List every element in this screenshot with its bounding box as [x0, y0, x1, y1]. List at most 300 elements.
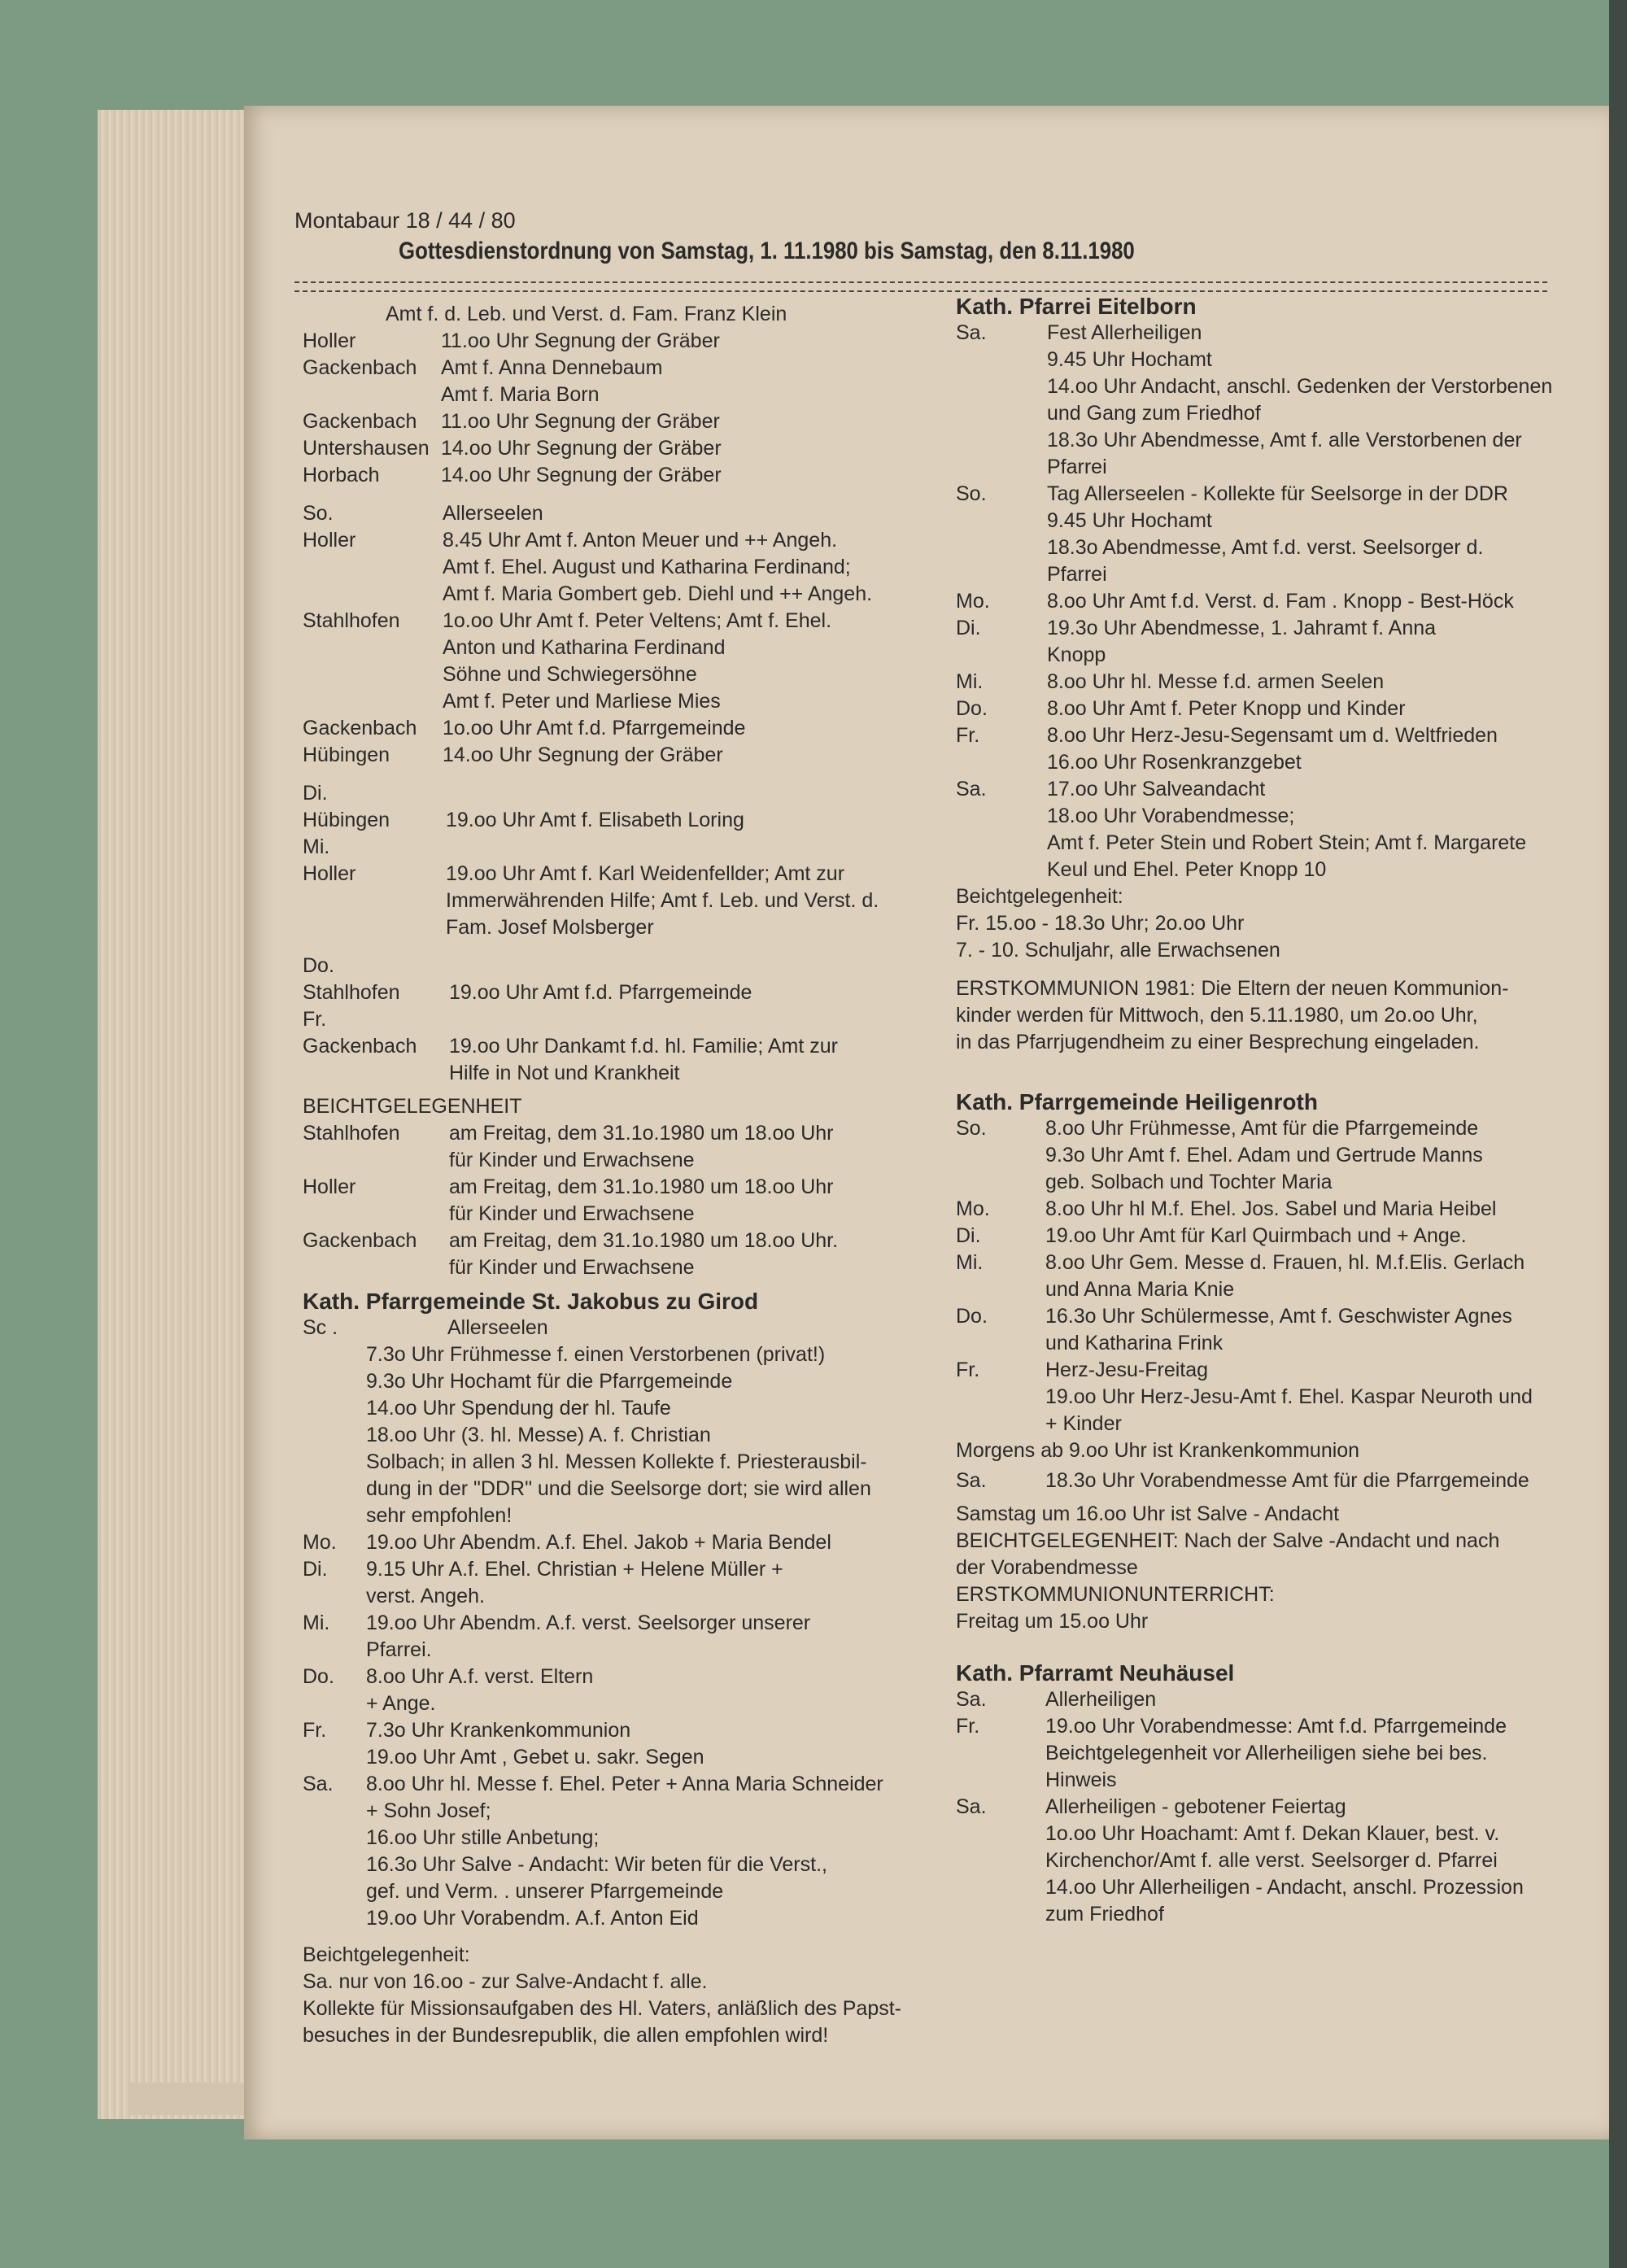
- entry-text: 11.oo Uhr Segnung der Gräber: [441, 329, 720, 352]
- di-mi-section: [303, 780, 945, 941]
- entry-text: 17.oo Uhr Salveandacht: [1047, 778, 1266, 800]
- entry-text: Hilfe in Not und Krankheit: [449, 1062, 680, 1084]
- schedule-row: [303, 1878, 945, 1905]
- day-label: Fr.: [303, 1008, 327, 1031]
- entry-text: gef. und Verm. . unserer Pfarrgemeinde: [366, 1880, 724, 1903]
- day-label: [303, 1744, 366, 1771]
- day-label: Di.: [956, 1224, 981, 1247]
- day-label: Fr.: [303, 1719, 327, 1742]
- entry-text: Amt f. Anna Dennebaum: [441, 356, 663, 379]
- day-label: [303, 888, 446, 914]
- heiligenroth-section: [956, 1115, 1599, 1437]
- schedule-row: [303, 1637, 945, 1664]
- eitelborn-footer: [956, 883, 1599, 964]
- schedule-row: [303, 581, 945, 608]
- day-label: [303, 1060, 449, 1087]
- text-line: Beichtgelegenheit:: [956, 885, 1123, 908]
- day-label: [303, 1905, 366, 1932]
- entry-text: 9.45 Uhr Hochamt: [1047, 348, 1212, 371]
- schedule-row: [303, 914, 945, 941]
- heiligenroth-footer: [956, 1501, 1599, 1635]
- schedule-row: [303, 742, 945, 769]
- book-page-edges: [98, 110, 262, 2119]
- entry-text: 11.oo Uhr Segnung der Gräber: [441, 410, 720, 433]
- schedule-row: [956, 508, 1599, 534]
- heiligenroth-heading: Kath. Pfarrgemeinde Heiligenroth: [956, 1089, 1318, 1114]
- entry-text: 1o.oo Uhr Hoachamt: Amt f. Dekan Klauer, best. v.: [1045, 1822, 1500, 1845]
- entry-text: 8.oo Uhr Herz-Jesu-Segensamt um d. Weltfrieden: [1047, 724, 1498, 747]
- text-line: 7. - 10. Schuljahr, alle Erwachsenen: [956, 939, 1280, 962]
- day-label: Di.: [956, 617, 981, 639]
- day-label: Mi.: [956, 670, 984, 693]
- entry-text: 9.15 Uhr A.f. Ehel. Christian + Helene Müller +: [366, 1558, 783, 1581]
- page-title: Gottesdienstordnung von Samstag, 1. 11.1980 bis Samstag, den 8.11.1980: [399, 238, 1135, 264]
- day-label: [956, 642, 1047, 669]
- entry-text: + Kinder: [1045, 1412, 1122, 1435]
- entry-text: 19.oo Uhr Abendm. A.f. Ehel. Jakob + Maria Bendel: [366, 1531, 831, 1554]
- day-label: [303, 1395, 366, 1422]
- schedule-row: [956, 857, 1599, 883]
- schedule-row: [956, 347, 1599, 373]
- entry-text: Amt f. Peter Stein und Robert Stein; Amt f. Margarete: [1047, 831, 1527, 854]
- entry-text: am Freitag, dem 31.1o.1980 um 18.oo Uhr: [449, 1175, 834, 1198]
- entry-text: Amt f. Peter und Marliese Mies: [443, 690, 721, 713]
- holler-section: [303, 328, 945, 489]
- schedule-row: [303, 1006, 945, 1033]
- day-label: Fr.: [956, 1359, 980, 1381]
- day-label: [956, 534, 1047, 561]
- entry-text: 14.oo Uhr Spendung der hl. Taufe: [366, 1397, 671, 1420]
- entry-text: 19.3o Uhr Abendmesse, 1. Jahramt f. Anna: [1047, 617, 1437, 639]
- text-line: Sa. nur von 16.oo - zur Salve-Andacht f. alle.: [303, 1970, 708, 1993]
- day-label: [303, 1878, 366, 1905]
- day-label: [303, 635, 443, 661]
- schedule-row: [303, 861, 945, 888]
- day-label: Gackenbach: [303, 1229, 417, 1252]
- entry-text: 8.oo Uhr hl. Messe f.d. armen Seelen: [1047, 670, 1385, 693]
- schedule-row: [303, 1449, 945, 1476]
- schedule-row: [303, 688, 945, 715]
- day-label: Gackenbach: [303, 1035, 417, 1058]
- entry-text: 19.oo Uhr Abendm. A.f. verst. Seelsorger unserer: [366, 1612, 811, 1634]
- schedule-row: [956, 1847, 1599, 1874]
- schedule-row: [956, 1250, 1599, 1276]
- entry-text: [446, 834, 945, 861]
- day-label: Stahlhofen: [303, 609, 400, 632]
- day-label: Do.: [956, 1305, 988, 1328]
- entry-text: Beichtgelegenheit vor Allerheiligen siehe bei bes.: [1045, 1742, 1488, 1764]
- schedule-row: [303, 1033, 945, 1060]
- schedule-row: [956, 1794, 1599, 1821]
- day-label: [303, 1690, 366, 1717]
- schedule-row: [303, 355, 945, 382]
- day-label: [956, 561, 1047, 588]
- schedule-row: [303, 1771, 945, 1798]
- day-label: [303, 661, 443, 688]
- girod-footer: [303, 1942, 945, 2049]
- text-line: besuches in der Bundesrepublik, die allen empfohlen wird!: [303, 2024, 829, 2047]
- day-label: Holler: [303, 862, 356, 885]
- schedule-row: [303, 554, 945, 581]
- day-label: [303, 1368, 366, 1395]
- schedule-row: [303, 1556, 945, 1583]
- day-label: [303, 1201, 449, 1228]
- schedule-row: [956, 722, 1599, 749]
- entry-text: Keul und Ehel. Peter Knopp 10: [1047, 858, 1327, 881]
- entry-text: Immerwährenden Hilfe; Amt f. Leb. und Verst. d.: [446, 889, 879, 912]
- entry-text: 19.oo Uhr Amt für Karl Quirmbach und + Ange.: [1045, 1224, 1467, 1247]
- schedule-row: [303, 1664, 945, 1690]
- entry-text: 8.oo Uhr Amt f. Peter Knopp und Kinder: [1047, 697, 1406, 720]
- eitelborn-heading: Kath. Pfarrei Eitelborn: [956, 294, 1197, 319]
- schedule-row: [303, 1529, 945, 1556]
- schedule-row: [956, 1411, 1599, 1437]
- entry-text: 19.oo Uhr Amt f.d. Pfarrgemeinde: [449, 981, 752, 1004]
- day-label: Sc .: [303, 1316, 338, 1339]
- heiligenroth-sa-row: [956, 1468, 1599, 1494]
- schedule-row: [303, 1120, 945, 1147]
- right-column: [956, 293, 1599, 1928]
- schedule-row: [956, 481, 1599, 508]
- text-line: ERSTKOMMUNION 1981: Die Eltern der neuen Kommunion-: [956, 977, 1509, 1000]
- schedule-row: [956, 373, 1599, 400]
- text-line: der Vorabendmesse: [956, 1556, 1138, 1579]
- schedule-row: [956, 561, 1599, 588]
- entry-text: 18.oo Uhr (3. hl. Messe) A. f. Christian: [366, 1424, 711, 1446]
- day-label: Mo.: [956, 590, 990, 613]
- entry-text: 16.oo Uhr Rosenkranzgebet: [1047, 751, 1302, 774]
- schedule-row: [956, 1330, 1599, 1357]
- schedule-row: [956, 1169, 1599, 1196]
- entry-text: und Katharina Frink: [1045, 1332, 1224, 1354]
- text-line: ERSTKOMMUNIONUNTERRICHT:: [956, 1583, 1275, 1606]
- entry-text: Amt f. Maria Gombert geb. Diehl und ++ Angeh.: [443, 582, 873, 605]
- schedule-row: [303, 1254, 945, 1281]
- schedule-row: [956, 1901, 1599, 1928]
- day-label: [956, 1169, 1045, 1196]
- schedule-row: [303, 807, 945, 834]
- day-label: [303, 914, 446, 941]
- entry-text: [449, 953, 945, 979]
- entry-text: Kirchenchor/Amt f. alle verst. Seelsorger d. Pfarrei: [1045, 1849, 1498, 1872]
- schedule-row: [303, 953, 945, 979]
- day-label: [303, 688, 443, 715]
- eitelborn-section: [956, 320, 1599, 883]
- schedule-row: [956, 320, 1599, 347]
- entry-text: für Kinder und Erwachsene: [449, 1202, 695, 1225]
- day-label: [956, 749, 1047, 776]
- day-label: Di.: [303, 1558, 328, 1581]
- entry-text: Knopp: [1047, 643, 1106, 666]
- do-fr-section: [303, 953, 945, 1087]
- day-label: [956, 347, 1047, 373]
- schedule-row: [956, 1740, 1599, 1767]
- schedule-row: [303, 834, 945, 861]
- day-label: Sa.: [303, 1773, 334, 1795]
- entry-text: 7.3o Uhr Krankenkommunion: [366, 1719, 631, 1742]
- entry-text: Pfarrei: [1047, 563, 1107, 586]
- day-label: [303, 1825, 366, 1851]
- entry-text: 7.3o Uhr Frühmesse f. einen Verstorbenen (privat!): [366, 1343, 826, 1366]
- entry-text: Herz-Jesu-Freitag: [1045, 1359, 1209, 1381]
- schedule-row: [956, 1821, 1599, 1847]
- schedule-row: [303, 661, 945, 688]
- entry-text: verst. Angeh.: [366, 1585, 485, 1607]
- schedule-row: [303, 1147, 945, 1174]
- day-label: Sa.: [956, 778, 987, 800]
- entry-text: Söhne und Schwiegersöhne: [443, 663, 697, 686]
- day-label: Sa.: [956, 1688, 987, 1711]
- morgens-line: Morgens ab 9.oo Uhr ist Krankenkommunion: [956, 1439, 1360, 1462]
- schedule-row: [956, 1384, 1599, 1411]
- text-line: BEICHTGELEGENHEIT: Nach der Salve -Andacht und nach: [956, 1529, 1500, 1552]
- schedule-row: [303, 1174, 945, 1201]
- day-label: [303, 1422, 366, 1449]
- schedule-row: [303, 1905, 945, 1932]
- schedule-row: [303, 1717, 945, 1744]
- schedule-row: [303, 1583, 945, 1610]
- schedule-row: [956, 1223, 1599, 1250]
- day-label: Stahlhofen: [303, 1122, 400, 1145]
- day-label: [956, 1384, 1045, 1411]
- entry-text: 18.3o Abendmesse, Amt f.d. verst. Seelsorger d.: [1047, 536, 1484, 559]
- entry-text: Tag Allerseelen - Kollekte für Seelsorge in der DDR: [1047, 482, 1508, 505]
- schedule-row: [956, 749, 1599, 776]
- day-label: So.: [956, 1117, 987, 1140]
- day-label: [956, 1874, 1045, 1901]
- day-label: Sa.: [956, 321, 987, 344]
- schedule-row: [956, 534, 1599, 561]
- day-label: [956, 427, 1047, 454]
- day-label: Hübingen: [303, 744, 390, 766]
- neuhaeusel-section: [956, 1686, 1599, 1928]
- schedule-row: [956, 803, 1599, 830]
- schedule-row: [303, 979, 945, 1006]
- schedule-row: [303, 635, 945, 661]
- entry-text: 19.oo Uhr Amt , Gebet u. sakr. Segen: [366, 1746, 704, 1769]
- entry-text: 8.oo Uhr hl M.f. Ehel. Jos. Sabel und Maria Heibel: [1045, 1197, 1497, 1220]
- day-label: Fr.: [956, 1715, 980, 1738]
- schedule-row: [956, 588, 1599, 615]
- allerseelen-section: [303, 500, 945, 769]
- day-label: [956, 373, 1047, 400]
- schedule-row: [303, 1690, 945, 1717]
- schedule-row: [956, 776, 1599, 803]
- day-label: Mi.: [956, 1251, 984, 1274]
- day-label: [303, 581, 443, 608]
- schedule-row: [303, 435, 945, 462]
- entry-text: + Sohn Josef;: [366, 1799, 491, 1822]
- day-label: [956, 1411, 1045, 1437]
- entry-text: 9.3o Uhr Amt f. Ehel. Adam und Gertrude Manns: [1045, 1144, 1483, 1167]
- day-label: So.: [956, 482, 987, 505]
- day-label: [303, 1341, 366, 1368]
- entry-text: Fam. Josef Molsberger: [446, 916, 654, 939]
- schedule-row: [956, 400, 1599, 427]
- entry-text: 9.45 Uhr Hochamt: [1047, 509, 1212, 532]
- day-label: [303, 1637, 366, 1664]
- entry-text: Pfarrei: [1047, 456, 1107, 478]
- erstkommunion-notice: [956, 975, 1599, 1056]
- day-label: Mo.: [956, 1197, 990, 1220]
- schedule-row: [303, 527, 945, 554]
- neuhaeusel-heading: Kath. Pfarramt Neuhäusel: [956, 1660, 1235, 1686]
- title-divider: [294, 281, 1547, 292]
- schedule-row: [956, 830, 1599, 857]
- entry-text: Allerheiligen: [1045, 1688, 1157, 1711]
- entry-text: und Gang zum Friedhof: [1047, 402, 1261, 425]
- day-label: Holler: [303, 529, 356, 552]
- page-reference: Montabaur 18 / 44 / 80: [294, 208, 516, 233]
- entry-text: 8.45 Uhr Amt f. Anton Meuer und ++ Angeh.: [443, 529, 838, 552]
- text-line: in das Pfarrjugendheim zu einer Besprechung eingeladen.: [956, 1031, 1480, 1053]
- entry-text: 16.3o Uhr Salve - Andacht: Wir beten für die Verst.,: [366, 1853, 827, 1876]
- day-label: Stahlhofen: [303, 981, 400, 1004]
- day-label: [303, 382, 441, 408]
- text-line: Fr. 15.oo - 18.3o Uhr; 2o.oo Uhr: [956, 912, 1245, 935]
- day-label: [956, 1740, 1045, 1767]
- schedule-row: [956, 454, 1599, 481]
- entry-text: 19.oo Uhr Amt f. Karl Weidenfellder; Amt zur: [446, 862, 845, 885]
- beicht-heading: BEICHTGELEGENHEIT: [303, 1095, 522, 1118]
- entry-text: Solbach; in allen 3 hl. Messen Kollekte f. Priesterausbil-: [366, 1450, 867, 1473]
- schedule-row: [956, 615, 1599, 642]
- day-label: [956, 1821, 1045, 1847]
- schedule-row: [303, 1476, 945, 1503]
- day-label: [956, 454, 1047, 481]
- text-line: kinder werden für Mittwoch, den 5.11.1980, um 2o.oo Uhr,: [956, 1004, 1478, 1027]
- schedule-row: [956, 427, 1599, 454]
- entry-text: 19.oo Uhr Dankamt f.d. hl. Familie; Amt zur: [449, 1035, 838, 1058]
- day-label: Fr.: [956, 724, 980, 747]
- day-label: Sa.: [956, 1469, 987, 1492]
- day-label: Horbach: [303, 464, 380, 486]
- day-label: [956, 400, 1047, 427]
- entry-text: 14.oo Uhr Andacht, anschl. Gedenken der Verstorbenen: [1047, 375, 1553, 398]
- schedule-row: [956, 1196, 1599, 1223]
- schedule-row: [956, 1357, 1599, 1384]
- entry-text: Hinweis: [1045, 1769, 1117, 1791]
- day-label: Gackenbach: [303, 410, 417, 433]
- day-label: [956, 508, 1047, 534]
- intro-line: Amt f. d. Leb. und Verst. d. Fam. Franz Klein: [386, 303, 787, 325]
- text-line: Beichtgelegenheit:: [303, 1943, 470, 1966]
- day-label: Holler: [303, 1175, 356, 1198]
- entry-text: 14.oo Uhr Segnung der Gräber: [443, 744, 723, 766]
- schedule-row: [303, 328, 945, 355]
- text-line: Samstag um 16.oo Uhr ist Salve - Andacht: [956, 1503, 1340, 1525]
- day-label: Do.: [303, 1665, 334, 1688]
- entry-text: am Freitag, dem 31.1o.1980 um 18.oo Uhr.: [449, 1229, 839, 1252]
- schedule-row: [956, 1142, 1599, 1169]
- day-label: Sa.: [956, 1795, 987, 1818]
- schedule-row: [956, 1767, 1599, 1794]
- entry-text: Allerseelen: [447, 1316, 548, 1339]
- entry-text: 8.oo Uhr hl. Messe f. Ehel. Peter + Anna Maria Schneider: [366, 1773, 883, 1795]
- schedule-row: [303, 780, 945, 807]
- day-label: [303, 1476, 366, 1503]
- entry-text: für Kinder und Erwachsene: [449, 1256, 695, 1279]
- day-label: Mi.: [303, 1612, 330, 1634]
- day-label: [956, 1847, 1045, 1874]
- entry-text: Amt f. Maria Born: [441, 383, 600, 406]
- day-label: [303, 1583, 366, 1610]
- entry-text: 16.oo Uhr stille Anbetung;: [366, 1826, 600, 1849]
- entry-text: am Freitag, dem 31.1o.1980 um 18.oo Uhr: [449, 1122, 834, 1145]
- girod-heading: Kath. Pfarrgemeinde St. Jakobus zu Girod: [303, 1289, 759, 1314]
- schedule-row: [303, 500, 945, 527]
- day-label: [303, 554, 443, 581]
- schedule-row: [303, 1315, 945, 1341]
- schedule-row: [303, 1201, 945, 1228]
- entry-text: zum Friedhof: [1045, 1903, 1164, 1926]
- schedule-row: [303, 1503, 945, 1529]
- day-label: [956, 1901, 1045, 1928]
- schedule-row: [303, 1744, 945, 1771]
- text-line: Freitag um 15.oo Uhr: [956, 1610, 1149, 1633]
- schedule-row: [956, 669, 1599, 696]
- entry-text: 19.oo Uhr Vorabendm. A.f. Anton Eid: [366, 1907, 699, 1930]
- schedule-row: [956, 642, 1599, 669]
- schedule-row: [303, 1610, 945, 1637]
- day-label: Gackenbach: [303, 717, 417, 739]
- entry-text: 1o.oo Uhr Amt f.d. Pfarrgemeinde: [443, 717, 746, 739]
- girod-section: [303, 1315, 945, 1932]
- day-label: Mi.: [303, 835, 330, 858]
- schedule-row: [956, 1303, 1599, 1330]
- schedule-row: [956, 696, 1599, 722]
- entry-text: 14.oo Uhr Allerheiligen - Andacht, anschl. Prozession: [1045, 1876, 1524, 1899]
- entry-text: 9.3o Uhr Hochamt für die Pfarrgemeinde: [366, 1370, 733, 1393]
- schedule-row: [956, 1713, 1599, 1740]
- schedule-row: [303, 1422, 945, 1449]
- schedule-row: [303, 1851, 945, 1878]
- text-line: Kollekte für Missionsaufgaben des Hl. Vaters, anläßlich des Papst-: [303, 1997, 902, 2020]
- left-column: [303, 301, 945, 2049]
- day-label: [956, 1767, 1045, 1794]
- schedule-row: [303, 1395, 945, 1422]
- entry-text: [449, 1006, 945, 1033]
- day-label: Gackenbach: [303, 356, 417, 379]
- day-label: Holler: [303, 329, 356, 352]
- entry-text: 1o.oo Uhr Amt f. Peter Veltens; Amt f. Ehel.: [443, 609, 832, 632]
- entry-text: 16.3o Uhr Schülermesse, Amt f. Geschwister Agnes: [1045, 1305, 1512, 1328]
- entry-text: 8.oo Uhr A.f. verst. Eltern: [366, 1665, 594, 1688]
- schedule-row: [303, 608, 945, 635]
- day-label: Do.: [303, 954, 334, 977]
- day-label: [303, 1503, 366, 1529]
- entry-text: 8.oo Uhr Gem. Messe d. Frauen, hl. M.f.Elis. Gerlach: [1045, 1251, 1525, 1274]
- entry-text: und Anna Maria Knie: [1045, 1278, 1235, 1301]
- schedule-row: [303, 1228, 945, 1254]
- day-label: So.: [303, 502, 334, 525]
- day-label: [956, 857, 1047, 883]
- day-label: [956, 830, 1047, 857]
- entry-text: geb. Solbach und Tochter Maria: [1045, 1171, 1333, 1193]
- entry-text: für Kinder und Erwachsene: [449, 1149, 695, 1171]
- beicht-section: [303, 1120, 945, 1281]
- entry-text: 19.oo Uhr Amt f. Elisabeth Loring: [446, 809, 744, 831]
- entry-text: Allerseelen: [443, 502, 543, 525]
- entry-text: 8.oo Uhr Amt f.d. Verst. d. Fam . Knopp - Best-Höck: [1047, 590, 1514, 613]
- schedule-row: [303, 1060, 945, 1087]
- day-label: Do.: [956, 697, 988, 720]
- schedule-row: [956, 1115, 1599, 1142]
- entry-text: 14.oo Uhr Segnung der Gräber: [441, 437, 722, 460]
- schedule-row: [303, 715, 945, 742]
- schedule-row: [956, 1276, 1599, 1303]
- schedule-row: [303, 462, 945, 489]
